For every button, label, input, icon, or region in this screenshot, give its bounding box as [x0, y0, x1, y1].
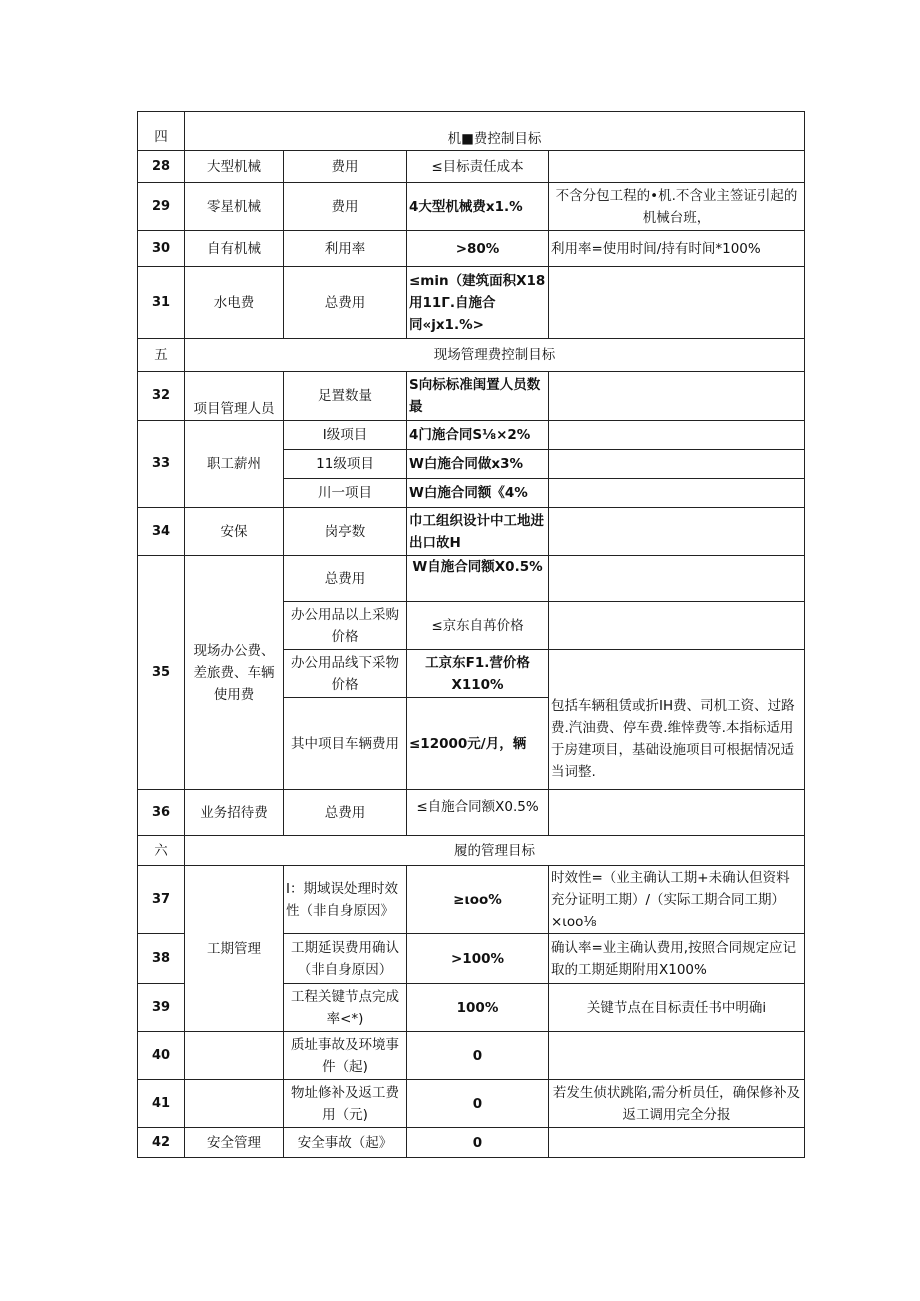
section-number: 四 — [138, 112, 185, 151]
note-cell: 关键节点在目标责任书中明确i — [549, 984, 805, 1032]
row-number: 28 — [138, 151, 185, 183]
note-cell: 若发生侦状跳陷,需分析员任，确保修补及返工调用完全分报 — [549, 1080, 805, 1128]
item-cell: 大型机械 — [185, 151, 284, 183]
indicator-cell: 费用 — [284, 151, 407, 183]
item-cell: 工期管理 — [185, 866, 284, 1032]
target-cell: 0 — [407, 1128, 549, 1158]
item-cell: 职工薪州 — [185, 421, 284, 508]
section-title: 履的管理目标 — [185, 836, 805, 866]
section-row-5 — [138, 339, 805, 372]
target-cell: >100% — [407, 934, 549, 984]
row-number: 42 — [138, 1128, 185, 1158]
indicator-cell: 工期延误费用确认（非自身原因） — [284, 934, 407, 984]
item-cell — [185, 1032, 284, 1080]
item-cell: 零星机械 — [185, 183, 284, 231]
target-cell: ≤目标责任成本 — [407, 151, 549, 183]
target-cell: S向标标准闺置人员数最 — [407, 372, 549, 421]
table-row — [138, 1080, 805, 1128]
item-cell: 安保 — [185, 508, 284, 556]
table-row — [138, 267, 805, 339]
item-cell — [185, 1080, 284, 1128]
section-title: 现场管理费控制目标 — [185, 339, 805, 372]
indicator-cell: 办公用品以上采购价格 — [284, 602, 407, 650]
target-cell: 4大型机械费x1.% — [407, 183, 549, 231]
note-cell — [549, 508, 805, 556]
note-cell — [549, 267, 805, 339]
note-cell — [549, 790, 805, 836]
section-number: 五 — [138, 339, 185, 372]
table-row — [138, 231, 805, 267]
target-cell: 0 — [407, 1032, 549, 1080]
indicator-cell: 物址修补及返工费用（元) — [284, 1080, 407, 1128]
note-cell — [549, 479, 805, 508]
table-row — [138, 1128, 805, 1158]
note-cell — [549, 1128, 805, 1158]
section-number: 六 — [138, 836, 185, 866]
row-number: 31 — [138, 267, 185, 339]
row-number: 33 — [138, 421, 185, 508]
target-cell: ≤12000元/月，辆 — [407, 698, 549, 790]
indicator-cell: 总费用 — [284, 556, 407, 602]
item-cell: 现场办公费、差旅费、车辆使用费 — [185, 556, 284, 790]
target-cell: 100% — [407, 984, 549, 1032]
target-cell: 4门施合同S⅛×2% — [407, 421, 549, 450]
indicator-cell: 总费用 — [284, 790, 407, 836]
section-row-4 — [138, 112, 805, 151]
indicator-cell: 总费用 — [284, 267, 407, 339]
item-cell: 业务招待费 — [185, 790, 284, 836]
table-row — [138, 508, 805, 556]
item-cell: 自有机械 — [185, 231, 284, 267]
note-cell: 确认率=业主确认费用,按照合同规定应记取的工期延期附用X100% — [549, 934, 805, 984]
cost-target-table — [137, 111, 805, 1158]
indicator-cell: 费用 — [284, 183, 407, 231]
note-cell — [549, 1032, 805, 1080]
item-cell: 项目管理人员 — [185, 372, 284, 421]
target-cell: >80% — [407, 231, 549, 267]
note-cell — [549, 421, 805, 450]
note-cell: 不含分包工程的•机.不含业主签证引起的机械台班， — [549, 183, 805, 231]
table-row — [138, 866, 805, 934]
note-cell: 利用率=使用时间/持有时间*100% — [549, 231, 805, 267]
row-number: 35 — [138, 556, 185, 790]
row-number: 39 — [138, 984, 185, 1032]
row-number: 29 — [138, 183, 185, 231]
table-row — [138, 151, 805, 183]
item-cell: 水电费 — [185, 267, 284, 339]
indicator-cell: 安全事故（起》 — [284, 1128, 407, 1158]
section-title: 机■费控制目标 — [185, 112, 805, 151]
row-number: 30 — [138, 231, 185, 267]
indicator-cell: 办公用品线下采物价格 — [284, 650, 407, 698]
indicator-cell: 足置数量 — [284, 372, 407, 421]
note-cell: 包括车辆租赁或折IH费、司机工资、过路费.汽油费、停车费.维悻费等.本指标适用于房建项目，基础设施项目可根据情况适当词整. — [549, 650, 805, 790]
target-cell: 0 — [407, 1080, 549, 1128]
indicator-cell: 利用率 — [284, 231, 407, 267]
indicator-cell: I级项目 — [284, 421, 407, 450]
target-cell: W自施合同额X0.5% — [407, 556, 549, 602]
table-row — [138, 1032, 805, 1080]
target-cell: ≤自施合同额X0.5% — [407, 790, 549, 836]
table-row — [138, 372, 805, 421]
indicator-cell: 其中项目车辆费用 — [284, 698, 407, 790]
indicator-cell: I：期域误处理时效性（非自身原因》 — [284, 866, 407, 934]
indicator-cell: 川一项目 — [284, 479, 407, 508]
indicator-cell: 岗亭数 — [284, 508, 407, 556]
section-row-6 — [138, 836, 805, 866]
row-number: 40 — [138, 1032, 185, 1080]
target-cell: W白施合同做x3% — [407, 450, 549, 479]
indicator-cell: 质址事故及环境事件（起) — [284, 1032, 407, 1080]
indicator-cell: 工程关键节点完成率<*) — [284, 984, 407, 1032]
row-number: 37 — [138, 866, 185, 934]
note-cell: 时效性=（业主确认工期+未确认但资料充分证明工期）/（实际工期合同工期）×ιoo⅛ — [549, 866, 805, 934]
note-cell — [549, 450, 805, 479]
table-row — [138, 556, 805, 602]
item-cell: 安全管理 — [185, 1128, 284, 1158]
row-number: 38 — [138, 934, 185, 984]
row-number: 34 — [138, 508, 185, 556]
note-cell — [549, 602, 805, 650]
note-cell — [549, 151, 805, 183]
table-row — [138, 421, 805, 450]
note-cell — [549, 372, 805, 421]
table-row — [138, 183, 805, 231]
target-cell: ≤min（建筑面积X18用11Γ.自施合同«jx1.%> — [407, 267, 549, 339]
row-number: 36 — [138, 790, 185, 836]
target-cell: W白施合同额《4% — [407, 479, 549, 508]
table-row — [138, 790, 805, 836]
target-cell: ≤京东自苒价格 — [407, 602, 549, 650]
note-cell — [549, 556, 805, 602]
target-cell: 巾工组织设计中工地进出口故H — [407, 508, 549, 556]
target-cell: 工京东F1.营价格X110% — [407, 650, 549, 698]
row-number: 41 — [138, 1080, 185, 1128]
indicator-cell: 11级项目 — [284, 450, 407, 479]
target-cell: ≥ιoo% — [407, 866, 549, 934]
row-number: 32 — [138, 372, 185, 421]
